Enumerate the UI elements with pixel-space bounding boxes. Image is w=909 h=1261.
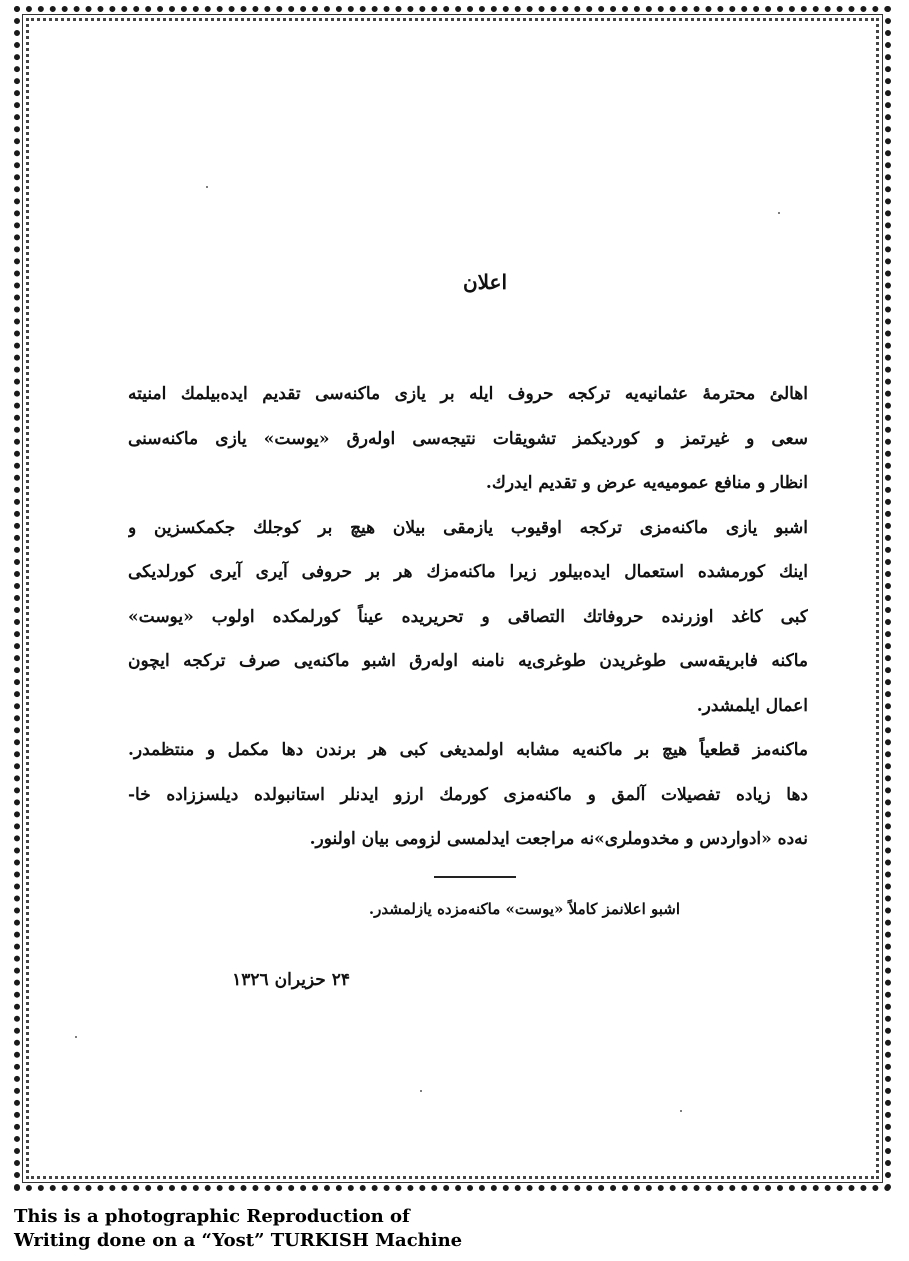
caption-line-2: Writing done on a “Yost” TURKISH Machine — [14, 1230, 463, 1251]
text-line: ماکنه فابریقه‌سی طوغریدن طوغری‌یه نامنه اوله‌رق اشبو ماکنه‌یی صرف ترکجه ایچون — [128, 651, 808, 671]
text-line: سعی و غیرتمز و کوردیکمز تشویقات نتیجه‌سی اوله‌رق «یوست» یازی ماکنه‌سنی — [128, 428, 808, 449]
text-line: دها زیاده تفصیلات آلمق و ماکنه‌مزی کورمك ارزو ایدنلر استانبولده دیلسززاده خا- — [128, 784, 808, 805]
footer-note: اشبو اعلانمز کاملاً «یوست» ماکنه‌مزده یازلمشدر. — [368, 900, 680, 918]
text-line: ماکنه‌مز قطعیاً هیچ بر ماکنه‌یه مشابه اولمدیغی کبی هر برندن دها مکمل و منتظمدر. — [128, 740, 808, 760]
paper-speck — [75, 1036, 77, 1038]
paper-speck — [420, 1090, 422, 1092]
paragraph-2 — [128, 506, 808, 729]
paper-speck — [206, 186, 208, 188]
reproduction-caption — [14, 1205, 614, 1253]
paper-speck — [778, 212, 780, 214]
text-line: اینك کورمشده استعمال ایده‌بیلور زیرا ماکنه‌مزك هر بر حروفی آیری آیری کورلدیکی — [128, 562, 808, 582]
paper-speck — [680, 1110, 682, 1112]
text-line: اعمال ایلمشدر. — [696, 695, 808, 716]
text-line: نه‌ده «ادواردس و مخدوملری»نه مراجعت ایدلمسی لزومی بیان اولنور. — [309, 829, 808, 849]
text-line: اهالئ محترمهٔ عثمانیه‌یه ترکجه حروف ایله بر یازی ماکنه‌سی تقدیم ایده‌بیلمك امنیته — [128, 384, 808, 404]
caption-line-1: This is a photographic Reproduction of — [14, 1206, 410, 1227]
document-date: ۲۴ حزیران ۱۳۲٦ — [232, 970, 350, 990]
text-line: انظار و منافع عمومیه‌یه عرض و تقدیم ایدرك. — [485, 473, 808, 493]
paragraph-1 — [128, 372, 808, 506]
announcement-body — [128, 372, 808, 862]
separator-rule — [434, 876, 516, 878]
text-line: کبی کاغد اوزرنده حروفاتك التصاقی و تحریریده عیناً کورلمکده اولوب «یوست» — [128, 606, 808, 627]
announcement-heading: اعلان — [462, 270, 508, 294]
text-line: اشبو یازی ماکنه‌مزی ترکجه اوقیوب یازمقی بیلان هیچ بر کوجلك جکمکسزین و — [128, 517, 808, 538]
paragraph-3 — [128, 728, 808, 862]
